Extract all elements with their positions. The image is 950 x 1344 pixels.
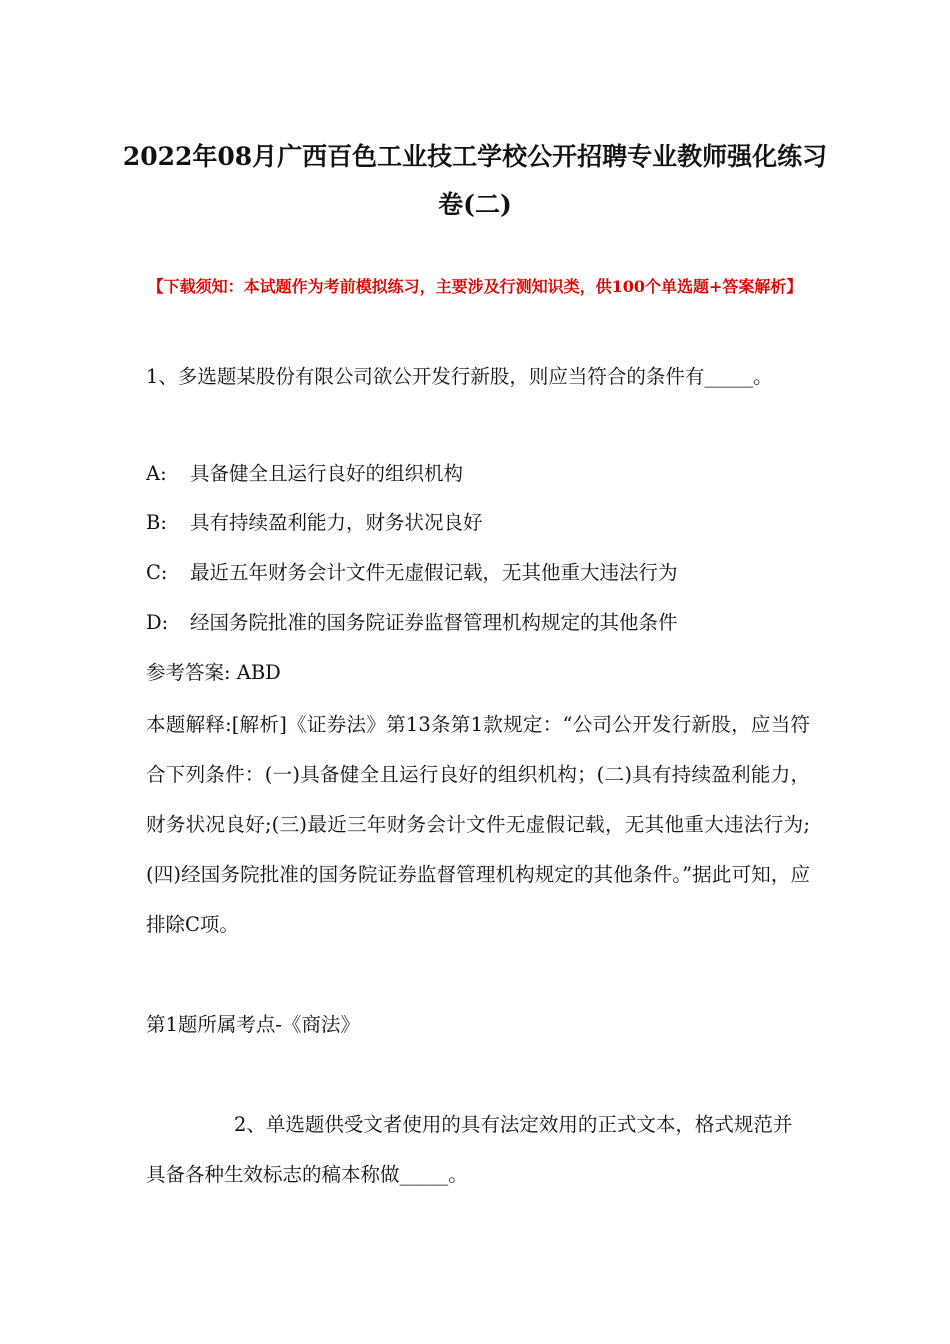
question-1-option-a <box>146 459 806 489</box>
option-text: 具备健全且运行良好的组织机构 <box>190 462 464 485</box>
question-1-option-b <box>146 508 806 538</box>
option-key: C: <box>146 561 168 584</box>
question-1-option-d <box>146 608 806 638</box>
option-key: D: <box>146 611 169 634</box>
option-text: 经国务院批准的国务院证券监督管理机构规定的其他条件 <box>190 611 678 634</box>
question-1-stem: 1、多选题某股份有限公司欲公开发行新股，则应当符合的条件有_____。 <box>146 365 773 388</box>
option-text: 最近五年财务会计文件无虚假记载，无其他重大违法行为 <box>190 561 678 584</box>
option-key: B: <box>146 511 167 534</box>
option-text: 具有持续盈利能力，财务状况良好 <box>190 511 483 534</box>
download-notice: 【下载须知：本试题作为考前模拟练习，主要涉及行测知识类，供100个单选题+答案解析】 <box>147 277 803 296</box>
question-1-knowledge-point: 第1题所属考点-《商法》 <box>146 1013 360 1036</box>
question-1-answer: 参考答案: ABD <box>146 661 281 684</box>
question-2-stem: 2、单选题供受文者使用的具有法定效用的正式文本，格式规范并具备各种生效标志的稿本称做_____。 <box>146 1113 793 1186</box>
option-key: A: <box>146 462 167 485</box>
document-title: 2022年08月广西百色工业技工学校公开招聘专业教师强化练习卷(二) <box>122 142 828 219</box>
question-1-explanation: 本题解释:[解析]《证券法》第13条第1款规定：“公司公开发行新股，应当符合下列条件：(一)具备健全且运行良好的组织机构；(二)具有持续盈利能力，财务状况良好;(三)最近三年财务会计文件无虚假记载，无其他重大违法行为;(四)经国务院批准的国务院证券监督管理机构规定的其他条件。”据此可知，应排除C项。 <box>146 713 810 936</box>
question-1-option-c <box>146 558 806 588</box>
